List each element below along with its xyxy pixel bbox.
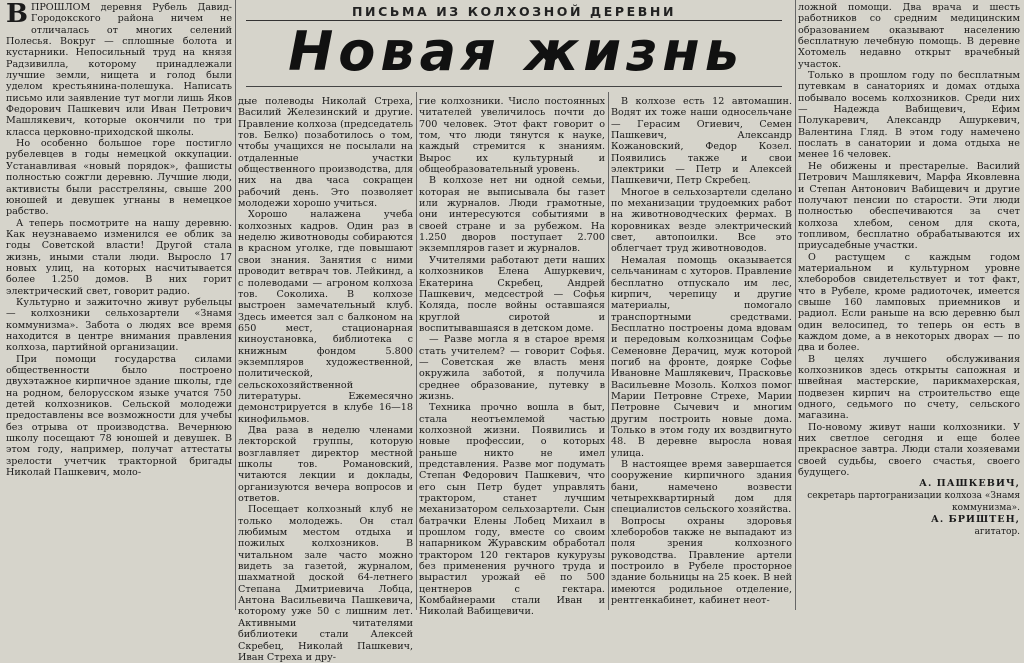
signature-role	[798, 526, 1020, 538]
drop-cap: В	[6, 0, 28, 29]
paragraph	[6, 2, 232, 138]
signature-role-text: секретарь партогранизации колхоза «Знамя коммунизма».	[807, 490, 1020, 514]
paragraph: дые полеводы Николай Стреха, Василий Железинский и другие. Правление колхоза (председатель тов. Белко) позаботилось о том, чтобы учащихся не посылали на отдаленные участки общественного производства, для них на два часа сокращен рабочий день. Это позволяет молодежи хорошо учиться.	[238, 96, 413, 210]
paragraph-text: ПРОШЛОМ деревня Рубель Давид-Городокского района ничем не отличалась от многих селений Полесья. Вокруг — сплошные болота и кустарники. Непосильный труд на князя Радзивилла, которому принадлежали лучшие земли, нищета и голод были уделом крестьянина-полешука. Написать письмо или заявление тут могли лишь Яков Федорович Пашкевич или Иван Петрович Машлякевич, которые окончили по три класса церковно-приходской школы.	[6, 2, 232, 138]
paragraph: Вопросы охраны здоровья хлеборобов также не выпадают из поля зрения колхозного руководства. Правление артели построило в Рубеле просторное здание больницы на 25 коек. В ней имеются родильное отделение, рентгенкабинет, кабинет неот-	[611, 515, 792, 607]
paragraph: Хорошо налажена учеба колхозных кадров. Один раз в неделю животноводы собираются в красном уголке, где повышают свои знания. Занятия с ними проводит ветврач тов. Лейкинд, а с полеводами — агроном колхоза тов. Соколиха. В колхозе выстроен замечательный клуб. Здесь имеется зал с балконом на 650 мест, стационарная киноустановка, библиотека с книжным фондом 5.800 экземпляров художественной, политической, сельскохозяйственной литературы. Ежемесячно демонстрируется в клубе 16—18 кинофильмов.	[238, 209, 413, 425]
paragraph: гие колхозники. Число постоянных читателей увеличилось почти до 700 человек. Этот факт говорит о том, что люди тянутся к науке, каждый стремится к знаниям. Вырос их культурный и общеобразовательный уровень.	[419, 96, 605, 176]
text-column-2	[238, 96, 413, 663]
paragraph: О растущем с каждым годом материальном и культурном уровне хлеборобов свидетельствует и тот факт, что в Рубеле, кроме радиоточек, имеется свыше 160 ламповых приемников и радиол. Если раньше на всю деревню был один велосипед, то теперь он есть в каждом доме, а в некоторых дворах — по два и более.	[798, 251, 1020, 354]
paragraph: Учителями работают дети наших колхозников Елена Ашуркевич, Екатерина Скребец, Андрей Пашкевич, медсестрой — Софья Коляда, после войны оставшаяся круглой сиротой и воспитывавшаяся в детском доме.	[419, 254, 605, 334]
paragraph: В настоящее время завершается сооружение кирпичного здания бани, намечено возвести четырехквартирный дом для специалистов сельского хозяйства.	[611, 459, 792, 516]
paragraph: Многое в сельхозартели сделано по механизации трудоемких работ на животноводческих фермах. В коровниках везде электрический свет, автопоилки. Все это облегчает труд животноводов.	[611, 186, 792, 255]
paragraph: Не обижены и престарелые. Василий Петрович Машлякевич, Марфа Яковлевна и Степан Антонович Вабищевич и другие получают пенсии по старости. Эти люди полностью обеспечиваются за счет колхоза хлебом, сеном для скота, топливом, бесплатно обрабатываются их приусадебные участки.	[798, 160, 1020, 252]
text-column-3	[419, 96, 605, 618]
paragraph: Но особенно большое горе постигло рубелевцев в годы немецкой оккупации. Устанавливая «новый порядок», фашисты полностью сожгли деревню. Лучшие люди, активисты были расстреляны, свыше 200 юношей и девушек угнаны в немецкое рабство.	[6, 138, 232, 218]
column-divider	[608, 92, 609, 610]
paragraph: По-новому живут наши колхозники. У них светлое сегодня и еще более прекрасное завтра. Люди стали хозяевами своей судьбы, своего счастья, своего будущего.	[798, 421, 1020, 479]
paragraph: Культурно и зажиточно живут рубельцы — колхозники сельхозартели «Знамя коммунизма». Забота о людях все время находится в центре внимания правления колхоза, партийной организации.	[6, 296, 232, 354]
article-title: Новая жизнь	[288, 20, 744, 83]
paragraph: Немалая помощь оказывается сельчанинам с хуторов. Правление бесплатно отпускало им лес, кирпич, черепицу и другие материалы, помогало транспортными средствами. Бесплатно построены дома вдовам и передовым колхозницам Софье Семеновне Дерачиц, муж которой погиб на фронте, доярке Софье Ивановне Машлякевич, Прасковье Васильевне Мозоль. Колхоз помог Марии Петровне Стрехе, Марии Петровне Сычевич и многим другим построить новые дома. Только в этом году их воздвигнуто 48. В деревне выросла новая улица.	[611, 254, 792, 459]
signature	[798, 478, 1020, 489]
paragraph: При помощи государства силами общественности было построено двухэтажное кирпичное здание школы, где на родном, белорусском языке учатся 750 детей колхозников. Сельской молодежи предоставлены все возможности для учебы без отрыва от производства. Вечернюю школу посещают 78 юношей и девушек. В этом году, например, получат аттестаты зрелости учетчик тракторной бригады Николай Пашкевич, моло-	[6, 353, 232, 479]
paragraph: В колхозе есть 12 автомашин. Водят их тоже наши односельчане — Герасим Огиевич, Семен Пашкевич, Александр Кожановский, Федор Козел. Появились также и свои электрики — Петр и Алексей Пашкевичи, Петр Скребец.	[611, 96, 792, 187]
column-divider	[235, 0, 236, 610]
paragraph: ложной помощи. Два врача и шесть работников со средним медицинским образованием оказывают населению бесплатную лечебную помощь. В деревне Хотомель недавно открыт врачебный участок.	[798, 2, 1020, 70]
signature-name: А. БРИШТЕН,	[931, 514, 1020, 526]
column-divider	[416, 92, 417, 610]
title-rule	[246, 86, 782, 87]
text-column-4	[611, 96, 792, 608]
signature-role-text: агитатор.	[974, 526, 1020, 537]
article-header	[236, 0, 792, 90]
paragraph: Техника прочно вошла в быт, стала неотъемлемой частью колхозной жизни. Появились и новые профессии, о которых раньше никто не имел представления. Разве мог подумать Степан Федорович Пашкевич, что его сын Петр будет управлять трактором, станет лучшим механизатором сельхозартели. Сын батрачки Елены Лобец Михаил в прошлом году, вместе со своим напарником Журавским обработал трактором 120 гектаров кукурузы без применения ручного труда и вырастил урожай её по 500 центнеров с гектара. Комбайнерами стали Иван и Николай Вабищевичи.	[419, 402, 605, 618]
paragraph: А теперь посмотрите на нашу деревню. Как неузнаваемо изменился ее облик за годы Советской власти! Другой стала жизнь, иными стали люди. Выросло 17 новых улиц, на которых насчитывается более 1.250 домов. В них горит электрический свет, говорит радио.	[6, 217, 232, 297]
paragraph: Только в прошлом году по бесплатным путевкам в санаториях и домах отдыха побывало восемь колхозников. Среди них — Надежда Вабищевич, Ефим Полукаревич, Александр Ашуркевич, Валентина Гляд. В этом году намечено послать в санатории и дома отдыха не менее 16 человек.	[798, 70, 1020, 161]
rubric-heading: ПИСЬМА ИЗ КОЛХОЗНОЙ ДЕРЕВНИ	[351, 4, 677, 19]
text-column-1	[6, 2, 232, 608]
signature	[798, 514, 1020, 525]
text-column-5	[798, 2, 1020, 608]
paragraph: Два раза в неделю членами лекторской группы, которую возглавляет директор местной школы тов. Романовский, читаются лекции и доклады, организуются вечера вопросов и ответов.	[238, 424, 413, 505]
paragraph: — Разве могла я в старое время стать учителем? — говорит Софья. — Советская же власть меня окружила заботой, я получила среднее образование, путевку в жизнь.	[419, 334, 605, 402]
paragraph: В целях лучшего обслуживания колхозников здесь открыты сапожная и швейная мастерские, парикмахерская, подвезен кирпич на строительство еще одного, седьмого по счету, сельского магазина.	[798, 353, 1020, 422]
signature-role	[798, 490, 1020, 515]
paragraph: В колхозе нет ни одной семьи, которая не выписывала бы газет или журналов. Люди грамотные, они интересуются событиями в своей стране и за рубежом. На 1.250 дворов поступает 2.700 экземпляров газет и журналов.	[419, 175, 605, 255]
paragraph: Посещает колхозный клуб не только молодежь. Он стал любимым местом отдыха и пожилых колхозников. В читальном зале часто можно видеть за газетой, журналом, шахматной доской 64-летнего Степана Дмитриевича Лобца, Антона Васильевича Пашкевича, которому уже 50 с лишним лет. Активными читателями библиотеки стали Алексей Скребец, Николай Пашкевич, Иван Стреха и дру-	[238, 504, 413, 663]
column-divider	[795, 0, 796, 610]
signature-name: А. ПАШКЕВИЧ,	[919, 478, 1020, 490]
